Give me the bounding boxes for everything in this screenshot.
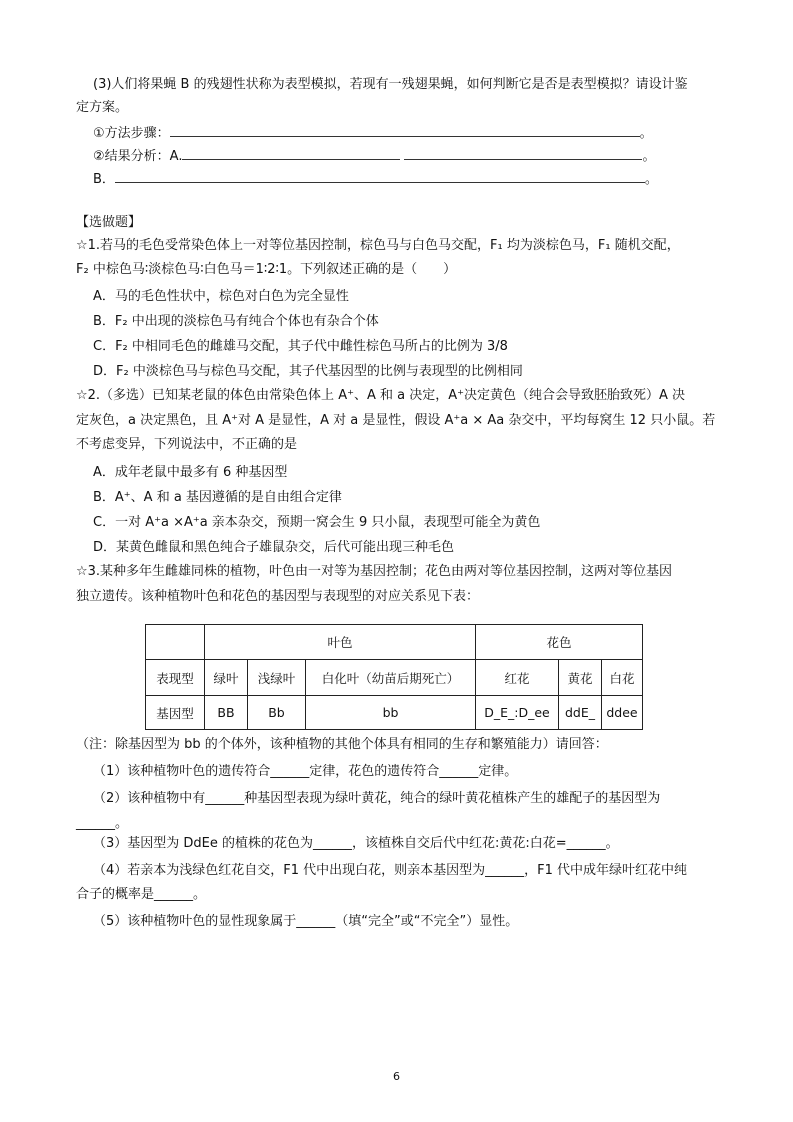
q2-option-a[interactable]: A．成年老鼠中最多有 6 种基因型: [93, 465, 288, 480]
table-corner-cell: [146, 625, 205, 660]
q3b-line1: ☆3.某种多年生雌雄同株的植物，叶色由一对等为基因控制；花色由两对等位基因控制，这两对等位基因: [76, 564, 673, 579]
method-answer-blank[interactable]: [170, 123, 640, 137]
q3-line2: 定方案。: [76, 100, 129, 115]
q2-option-c[interactable]: C．一对 A⁺a ×A⁺a 亲本杂交，预期一窝会生 9 只小鼠，表现型可能全为黄色: [93, 515, 541, 530]
q2-line3: 不考虑变异，下列说法中，不正确的是: [76, 437, 298, 452]
sub-question-2-line1: （2）该种植物中有______种基因型表现为绿叶黄花，纯合的绿叶黄花植株产生的雄配子的基因型为: [93, 791, 661, 806]
table-note: （注：除基因型为 bb 的个体外，该种植物的其他个体具有相同的生存和繁殖能力）请回答：: [76, 737, 608, 752]
result-a2-blank[interactable]: [404, 146, 642, 160]
q1-option-a[interactable]: A．马的毛色性状中，棕色对白色为完全显性: [93, 289, 349, 304]
genotype-cell: bb: [306, 696, 476, 730]
phenotype-cell: 浅绿叶: [248, 660, 306, 696]
q1-line2: F₂ 中棕色马∶淡棕色马∶白色马＝1∶2∶1。下列叙述正确的是（ ）: [76, 262, 457, 277]
sub-question-5: （5）该种植物叶色的显性现象属于______（填“完全”或“不完全”）显性。: [93, 914, 519, 929]
q1-option-c[interactable]: C．F₂ 中相同毛色的雌雄马交配，其子代中雌性棕色马所占的比例为 3/8: [93, 339, 508, 354]
q3-line1: (3)人们将果蝇 B 的残翅性状称为表型模拟，若现有一残翅果蝇，如何判断它是否是表型模拟？请设计鉴: [93, 77, 688, 92]
result-a-blank[interactable]: [182, 146, 400, 160]
genotype-cell: ddee: [602, 696, 643, 730]
end-mark: 。: [644, 172, 658, 187]
q3-b-row: [93, 169, 658, 189]
phenotype-cell: 绿叶: [205, 660, 248, 696]
phenotype-label: 表现型: [146, 660, 205, 696]
sub-question-3: （3）基因型为 DdEe 的植株的花色为______，该植株自交后代中红花:黄花:白花=______。: [93, 836, 619, 851]
q2-option-d[interactable]: D．某黄色雌鼠和黑色纯合子雄鼠杂交，后代可能出现三种毛色: [93, 540, 455, 555]
end-mark: 。: [642, 149, 656, 164]
result-b-blank[interactable]: [115, 169, 645, 183]
sub-question-4-line1: （4）若亲本为浅绿色红花自交，F1 代中出现白花，则亲本基因型为______，F1 代中成年绿叶红花中纯: [93, 863, 688, 878]
genotype-cell: Bb: [248, 696, 306, 730]
end-mark: 。: [639, 126, 653, 141]
sub-question-2-line2: ______。: [76, 816, 129, 831]
genotype-phenotype-table: [145, 624, 643, 730]
sub-question-1: （1）该种植物叶色的遗传符合______定律，花色的遗传符合______定律。: [93, 764, 518, 779]
phenotype-cell: 白化叶（幼苗后期死亡）: [306, 660, 476, 696]
result-label: ②结果分析：A.: [93, 149, 183, 164]
leaf-color-header: 叶色: [205, 625, 476, 660]
phenotype-cell: 白花: [602, 660, 643, 696]
q2-line1: ☆2.（多选）已知某老鼠的体色由常染色体上 A⁺、A 和 a 决定，A⁺决定黄色（纯合会导致胚胎致死）A 决: [76, 388, 685, 403]
page-number: 6: [393, 1070, 400, 1083]
sub-question-4-line2: 合子的概率是______。: [76, 887, 207, 902]
q2-option-b[interactable]: B．A⁺、A 和 a 基因遵循的是自由组合定律: [93, 490, 342, 505]
b-label: B．: [93, 172, 115, 187]
phenotype-cell: 红花: [476, 660, 559, 696]
q3b-line2: 独立遗传。该种植物叶色和花色的基因型与表现型的对应关系见下表：: [76, 589, 480, 604]
q1-option-d[interactable]: D．F₂ 中淡棕色马与棕色马交配，其子代基因型的比例与表现型的比例相同: [93, 364, 523, 379]
genotype-cell: BB: [205, 696, 248, 730]
q3-result-row: [93, 146, 655, 166]
method-label: ①方法步骤：: [93, 126, 170, 141]
q1-option-b[interactable]: B．F₂ 中出现的淡棕色马有纯合个体也有杂合个体: [93, 314, 379, 329]
genotype-label: 基因型: [146, 696, 205, 730]
q3-method-row: [93, 123, 653, 143]
genotype-cell: D_E_:D_ee: [476, 696, 559, 730]
genotype-cell: ddE_: [559, 696, 602, 730]
section-title: 【选做题】: [76, 215, 142, 230]
q2-line2: 定灰色，a 决定黑色，且 A⁺对 A 是显性，A 对 a 是显性，假设 A⁺a × Aa 杂交中，平均每窝生 12 只小鼠。若: [76, 413, 716, 428]
phenotype-cell: 黄花: [559, 660, 602, 696]
flower-color-header: 花色: [476, 625, 643, 660]
q1-line1: ☆1.若马的毛色受常染色体上一对等位基因控制，棕色马与白色马交配，F₁ 均为淡棕色马，F₁ 随机交配，: [76, 238, 680, 253]
